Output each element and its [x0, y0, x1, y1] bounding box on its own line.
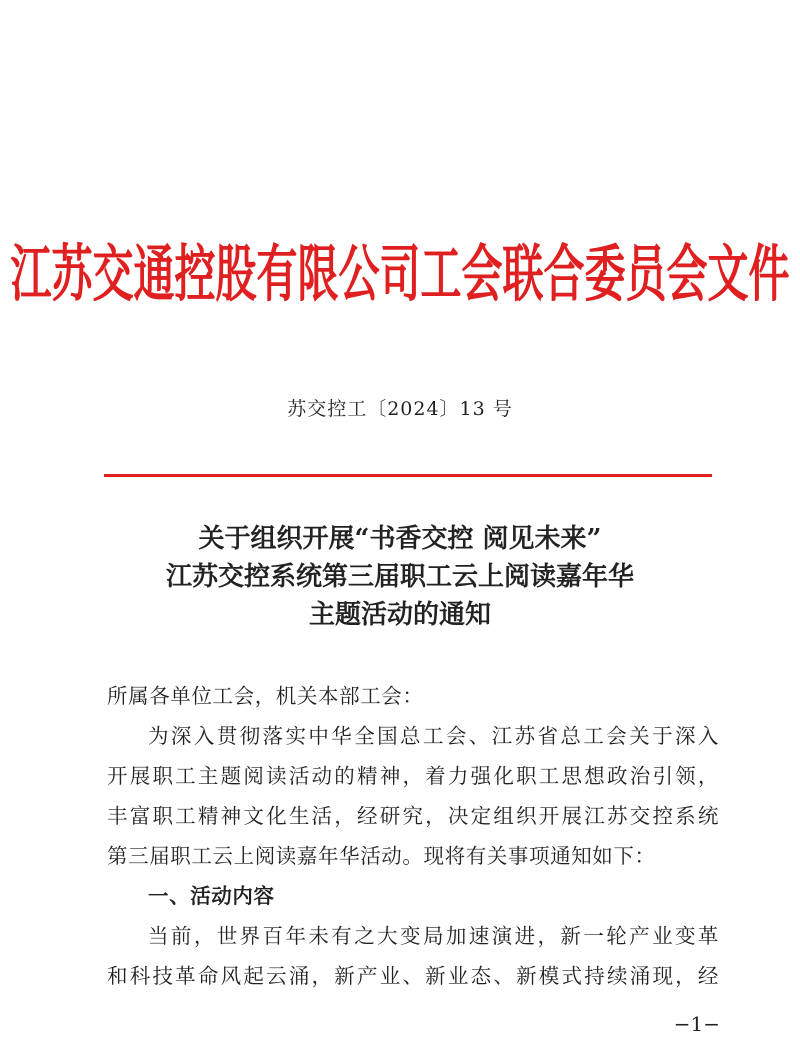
- section-heading-1: 一、活动内容: [148, 884, 275, 908]
- paragraph-2-line-1: 当前，世界百年未有之大变局加速演进，新一轮产业变革: [148, 924, 719, 948]
- title-line-3: 主题活动的通知: [308, 600, 491, 630]
- salutation: 所属各单位工会，机关本部工会：: [107, 684, 424, 708]
- page-number: −1−: [673, 1012, 720, 1036]
- body-text: [107, 676, 719, 996]
- title-line-1: 关于组织开展“书香交控 阅见未来”: [198, 524, 602, 554]
- paragraph-1-line-3: 丰富职工精神文化生活，经研究，决定组织开展江苏交控系统: [107, 804, 719, 828]
- document-number: 苏交控工〔2024〕13 号: [287, 398, 513, 420]
- paragraph-1-line-4: 第三届职工云上阅读嘉年华活动。现将有关事项通知如下：: [107, 844, 656, 868]
- title-line-2: 江苏交控系统第三届职工云上阅读嘉年华: [165, 562, 634, 592]
- notice-title: [0, 520, 800, 634]
- masthead-title: 江苏交通控股有限公司工会联合委员会文件: [10, 238, 790, 310]
- red-separator-rule: [104, 474, 712, 477]
- paragraph-1-line-1: 为深入贯彻落实中华全国总工会、江苏省总工会关于深入: [148, 724, 719, 748]
- paragraph-2-line-2: 和科技革命风起云涌，新产业、新业态、新模式持续涌现，经: [107, 964, 719, 988]
- paragraph-1-line-2: 开展职工主题阅读活动的精神，着力强化职工思想政治引领，: [107, 764, 719, 788]
